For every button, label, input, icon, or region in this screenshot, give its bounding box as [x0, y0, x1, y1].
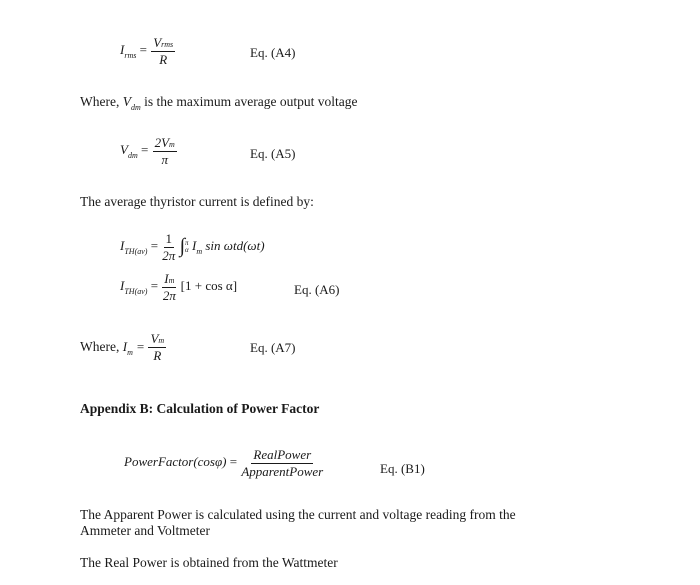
eq-a5-numerator-sub: m: [169, 140, 175, 149]
real-power-line: The Real Power is obtained from the Wattmeter: [80, 555, 338, 570]
eq-b1-label: Eq. (B1): [380, 461, 425, 476]
eq-a6-label: Eq. (A6): [294, 282, 340, 297]
eq-a4-label: Eq. (A4): [250, 45, 296, 60]
integral-lhs-sub: TH(av): [124, 247, 148, 257]
equation-a7: Where, $I_m$ = $\frac{Vm}{R}$: [80, 331, 165, 363]
integrand-rest: sin ωtd(ωt): [202, 238, 265, 254]
eq-a7-fraction: [148, 332, 166, 362]
integral-denominator: 2π: [162, 247, 176, 263]
eq-a7-prefix: Where,: [80, 338, 123, 354]
equation-a6: $I_{TH(av)}$ = $\frac{Im}{2\pi}$ [1 + cos α]: [120, 271, 238, 303]
eq-b1-fraction: [241, 448, 323, 478]
eq-a6-denominator: 2π: [162, 287, 176, 303]
eq-a4-denominator: R: [159, 51, 168, 67]
where-vdm-prefix: Where,: [80, 94, 123, 109]
apparent-power-paragraph: The Apparent Power is calculated using the current and voltage reading from the Ammeter and Voltmeter: [80, 507, 516, 538]
integral-fraction: [162, 232, 175, 262]
eq-a6-numerator: I: [164, 271, 169, 286]
eq-a4-numerator-sub: rms: [161, 40, 174, 49]
where-vdm-var: V: [122, 94, 131, 109]
equation-thyristor-integral: $I_{TH(av)}$ = $\frac{1}{2\pi}$ ∫ π α $I_m$ sin ωtd(ωt): [120, 231, 265, 263]
integrand-var-sub: m: [196, 247, 203, 257]
eq-a6-numerator-sub: m: [168, 276, 175, 285]
eq-b1-numerator: RealPower: [253, 447, 312, 462]
appendix-b-heading: Appendix B: Calculation of Power Factor: [80, 401, 320, 416]
where-vdm-var-sub: dm: [130, 103, 141, 112]
eq-a4-lhs: I: [120, 42, 125, 58]
integral-upper-limit: π: [185, 239, 189, 248]
eq-a6-lhs-sub: TH(av): [124, 287, 148, 297]
where-vdm-suffix: is the maximum average output voltage: [140, 94, 358, 109]
eq-a7-numerator: V: [150, 331, 159, 346]
eq-a6-fraction: [162, 272, 176, 302]
equation-a4: $I_{rms}$ = $\frac{\text{Vrms}}{R}$: [120, 35, 174, 67]
eq-a7-lhs: I: [122, 338, 128, 354]
integrand-var: I: [191, 238, 197, 254]
eq-a5-denominator: π: [161, 151, 168, 167]
eq-a4-lhs-sub: rms: [124, 51, 137, 61]
eq-b1-lhs: PowerFactor(cosφ): [124, 454, 227, 470]
eq-a7-lhs-sub: m: [127, 347, 133, 357]
equation-a5: $V_{dm}$ = $\frac{2Vm}{\pi}$: [120, 135, 175, 167]
equation-b1: PowerFactor(cosφ) = $\frac{\text{RealPower}}{\text{ApparentPower}}$: [124, 447, 324, 479]
eq-a4-numerator: V: [153, 35, 162, 50]
integral-lhs: I: [120, 238, 125, 254]
eq-a5-lhs: V: [120, 142, 128, 158]
integral-sign: ∫: [179, 235, 186, 258]
eq-a6-lhs: I: [120, 278, 125, 294]
eq-a7-numerator-sub: m: [158, 336, 165, 345]
eq-a6-bracket: [1 + cos α]: [180, 278, 238, 294]
eq-a7-denominator: R: [153, 347, 162, 363]
eq-a5-numerator: 2V: [154, 135, 170, 150]
eq-a7-label: Eq. (A7): [250, 340, 296, 355]
eq-a4-fraction: [151, 36, 175, 66]
integral-numerator: 1: [165, 231, 173, 246]
integral-lower-limit: α: [185, 246, 189, 255]
eq-a5-label: Eq. (A5): [250, 146, 296, 161]
eq-a5-lhs-sub: dm: [127, 151, 138, 161]
where-vdm-line: [80, 94, 357, 110]
eq-a5-fraction: [153, 136, 177, 166]
thyristor-sentence: The average thyristor current is defined by:: [80, 194, 314, 209]
eq-b1-denominator: ApparentPower: [241, 463, 324, 479]
